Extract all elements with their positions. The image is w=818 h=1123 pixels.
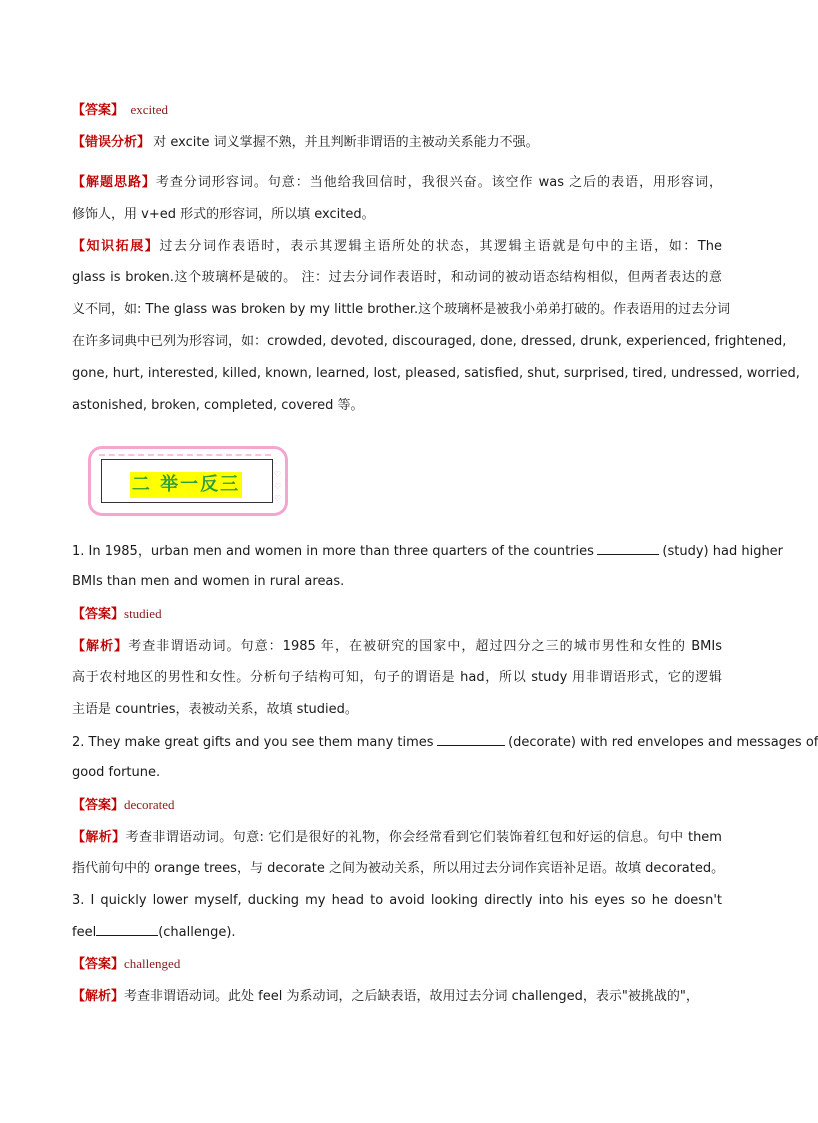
error-tag: 【错误分析】 [72,135,151,150]
q1-analysis-line-2: 高于农村地区的男性和女性。分析句子结构可知，句子的谓语是 had，所以 study 用非谓语形式，它的逻辑 [72,670,722,685]
q1-analysis-text-1: 考查非谓语动词。句意：1985 年，在被研究的国家中，超过四分之三的城市男性和女性的 BMIs [128,639,722,654]
banner-dashed-border [99,454,271,456]
q2-blank [437,733,505,746]
q3-blank [96,923,158,936]
idea-text-2: 修饰人，用 v+ed 形式的形容词，所以填 excited。 [72,207,375,222]
q1-analysis-line-3: 主语是 countries，表被动关系，故填 studied。 [72,702,358,717]
q1-line-1 [72,542,784,561]
idea-tag: 【解题思路】 [72,175,156,190]
q2-answer-line [72,796,722,815]
q3-analysis-line-1 [72,987,722,1006]
extension-line-6: astonished, broken, completed, covered 等。 [72,398,364,413]
q2-analysis-text-1: 考查非谓语动词。句意: 它们是很好的礼物，你会经常看到它们装饰着红包和好运的信息。句中 them [125,830,722,845]
heart-icon: ♡ [274,482,282,491]
q3-answer-line [72,955,722,974]
q3-text-after: (challenge). [158,925,236,940]
answer-value: excited [130,102,169,117]
q3-analysis-text-1: 考查非谓语动词。此处 feel 为系动词，之后缺表语，故用过去分词 challenged，表示"被挑战的"， [124,989,699,1004]
q2-answer-tag: 【答案】 [72,798,125,813]
heart-icon: ♡ [274,494,282,503]
q2-analysis-line-1 [72,828,722,847]
extension-line-1 [72,237,722,256]
extension-tag: 【知识拓展】 [72,239,160,254]
q2-analysis-tag: 【解析】 [72,830,126,845]
q1-text-after: (study) had higher [662,544,784,559]
error-analysis-line [72,133,722,152]
section-title: 二 举一反三 [131,474,241,495]
extension-line-2: glass is broken.这个玻璃杯是破的。 注：过去分词作表语时，和动词的被动语态结构相似，但两者表达的意 [72,270,722,285]
q3-line-2 [72,923,722,942]
q3-line-1: 3. I quickly lower myself, ducking my head to avoid looking directly into his eyes so he doesn't [72,893,722,908]
section-banner [88,446,288,516]
answer-tag: 【答案】 [72,103,125,118]
answer-line-excite [72,101,722,120]
idea-text-1: 考查分词形容词。句意：当他给我回信时，我很兴奋。该空作 was 之后的表语，用形容词， [155,175,722,190]
extension-line-3: 义不同，如: The glass was broken by my little brother.这个玻璃杯是被我小弟弟打破的。作表语用的过去分词 [72,302,731,317]
q1-blank [597,542,659,555]
q1-analysis-line-1 [72,637,722,656]
q2-text-after: (decorate) with red envelopes and messages of [508,735,818,750]
banner-inner-box [101,459,273,503]
q3-analysis-tag: 【解析】 [72,989,125,1004]
solution-idea-line-2 [72,205,722,224]
heart-icon: ♡ [274,470,282,479]
q1-answer: studied [124,606,162,621]
q1-analysis-tag: 【解析】 [72,639,129,654]
solution-idea-line-1 [72,173,722,192]
q1-answer-line [72,605,722,624]
q2-text-before: 2. They make great gifts and you see them many times [72,735,434,750]
q2-answer: decorated [124,797,175,812]
q2-analysis-line-2: 指代前句中的 orange trees，与 decorate 之间为被动关系，所以用过去分词作宾语补足语。故填 decorated。 [72,861,725,876]
error-text: 对 excite 词义掌握不熟，并且判断非谓语的主被动关系能力不强。 [153,135,539,150]
q1-line-2: BMIs than men and women in rural areas. [72,574,345,589]
q3-text-before: feel [72,925,97,940]
extension-line-5: gone, hurt, interested, killed, known, learned, lost, pleased, satisfied, shut, surprised, tired, undressed, worried, [72,366,800,381]
q3-answer-tag: 【答案】 [72,957,125,972]
q3-answer: challenged [124,956,181,971]
extension-text-1: 过去分词作表语时，表示其逻辑主语所处的状态，其逻辑主语就是句中的主语，如：The [159,239,722,254]
q2-line-2: good fortune. [72,765,161,780]
extension-line-4: 在许多词典中已列为形容词，如：crowded, devoted, discouraged, done, dressed, drunk, experienced, frightened, [72,334,787,349]
q1-text-before: 1. In 1985，urban men and women in more than three quarters of the countries [72,544,594,559]
q2-line-1 [72,733,818,752]
q1-answer-tag: 【答案】 [72,607,125,622]
